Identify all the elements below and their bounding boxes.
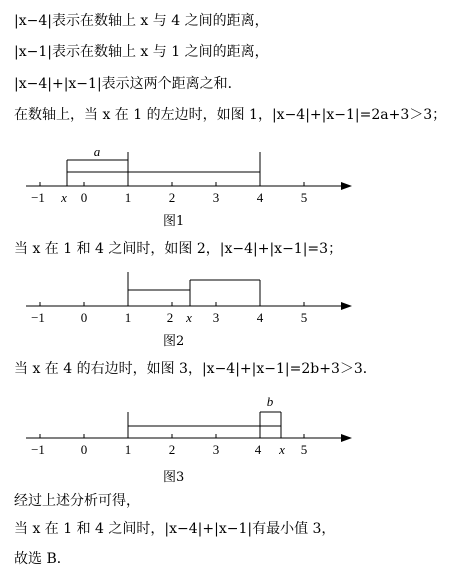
tick-label: 1 bbox=[124, 190, 132, 205]
tick-label: 2 bbox=[166, 310, 174, 325]
text-line-9: 故选 B． bbox=[14, 551, 71, 567]
text-line-5: 当 x 在 1 和 4 之间时，如图 2，|x−4|+|x−1|=3； bbox=[14, 241, 343, 257]
tick-label: 3 bbox=[212, 442, 220, 457]
text-line-6: 当 x 在 4 的右边时，如图 3，|x−4|+|x−1|=2b+3＞3． bbox=[14, 361, 377, 377]
text-line-2: |x−1|表示在数轴上 x 与 1 之间的距离， bbox=[14, 44, 269, 60]
number-line-figure-1 bbox=[0, 138, 475, 210]
figure-caption-2: 图2 bbox=[163, 334, 185, 349]
tick-label-x: x bbox=[61, 190, 67, 205]
tick-label: 4 bbox=[256, 310, 264, 325]
tick-label: 3 bbox=[212, 310, 220, 325]
tick-label: 0 bbox=[80, 310, 88, 325]
tick-label: −1 bbox=[31, 190, 45, 205]
tick-label: 5 bbox=[300, 442, 308, 457]
tick-label-x: x bbox=[186, 310, 192, 325]
tick-label: 0 bbox=[80, 442, 88, 457]
text-line-8: 当 x 在 1 和 4 之间时，|x−4|+|x−1|有最小值 3， bbox=[14, 521, 336, 537]
number-line-figure-3 bbox=[0, 386, 475, 464]
tick-label: 2 bbox=[168, 442, 176, 457]
figure-caption-3: 图3 bbox=[163, 470, 185, 485]
text-line-4: 在数轴上，当 x 在 1 的左边时，如图 1，|x−4|+|x−1|=2a+3＞3； bbox=[14, 107, 447, 123]
tick-label: 3 bbox=[212, 190, 220, 205]
segment-label-b: b bbox=[266, 394, 274, 409]
tick-label: 0 bbox=[80, 190, 88, 205]
tick-label: −1 bbox=[31, 310, 45, 325]
tick-label: 5 bbox=[300, 310, 308, 325]
text-line-3: |x−4|+|x−1|表示这两个距离之和． bbox=[14, 76, 242, 92]
text-line-7: 经过上述分析可得， bbox=[14, 493, 140, 509]
text-line-1: |x−4|表示在数轴上 x 与 4 之间的距离， bbox=[14, 13, 269, 29]
number-line-figure-2 bbox=[0, 266, 475, 330]
tick-label: 2 bbox=[168, 190, 176, 205]
tick-label: 4 bbox=[256, 190, 264, 205]
tick-label: 1 bbox=[124, 310, 132, 325]
tick-label: 1 bbox=[124, 442, 132, 457]
tick-label: 5 bbox=[300, 190, 308, 205]
tick-label: 4 bbox=[254, 442, 262, 457]
tick-label: −1 bbox=[31, 442, 45, 457]
segment-label-a: a bbox=[93, 144, 101, 159]
tick-label-x: x bbox=[279, 442, 285, 457]
figure-caption-1: 图1 bbox=[163, 214, 185, 229]
